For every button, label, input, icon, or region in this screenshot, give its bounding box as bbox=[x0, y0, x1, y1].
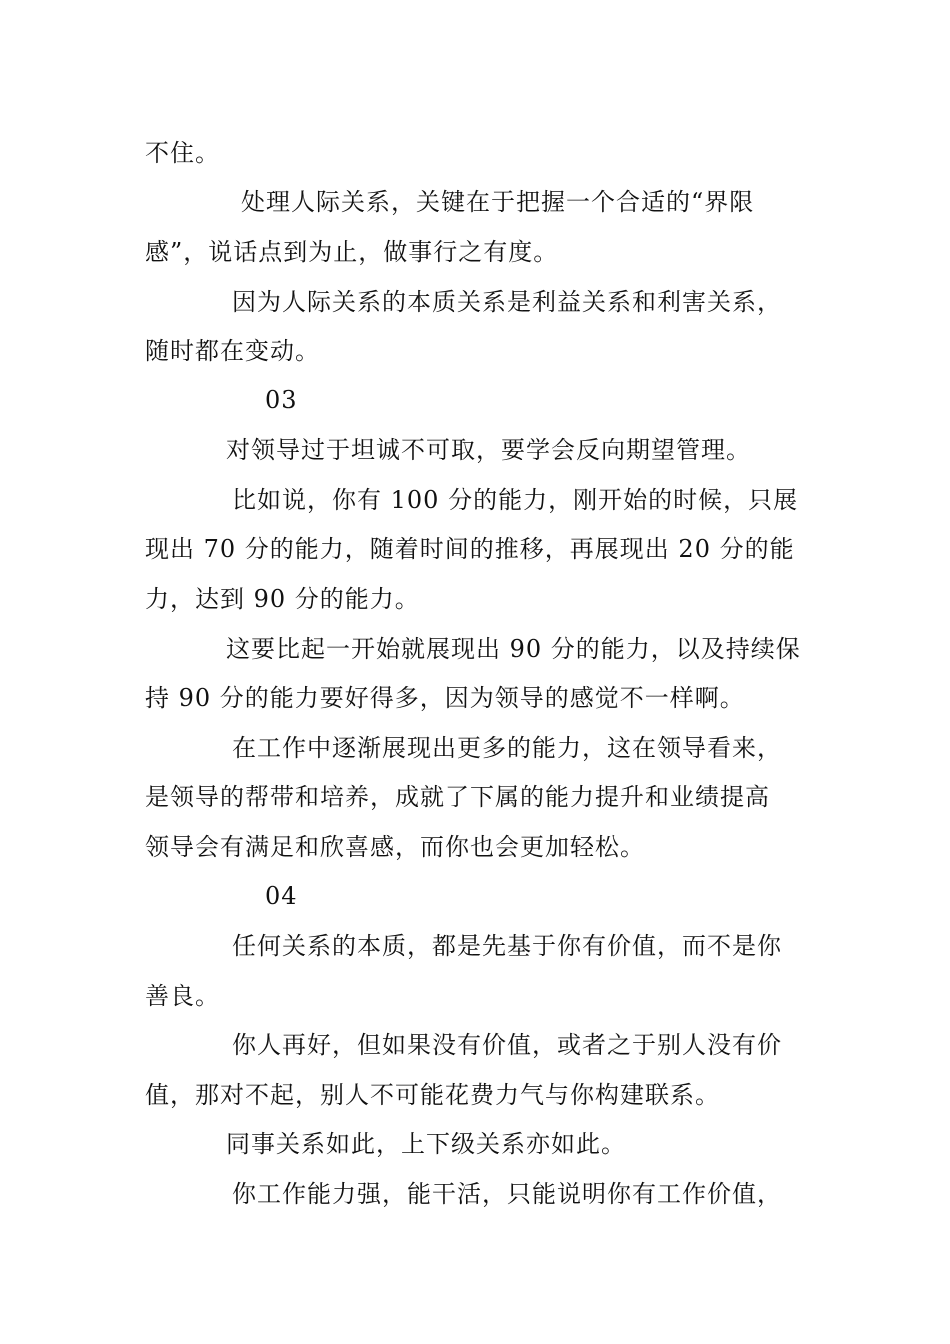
text-line: 比如说，你有 100 分的能力，刚开始的时候，只展 bbox=[232, 486, 799, 514]
text-line: 这要比起一开始就展现出 90 分的能力，以及持续保 bbox=[226, 635, 801, 663]
text-line: 因为人际关系的本质关系是利益关系和利害关系， bbox=[232, 288, 782, 316]
text-line: 处理人际关系，关键在于把握一个合适的“界限 bbox=[241, 188, 755, 216]
text-line: 随时都在变动。 bbox=[145, 337, 320, 365]
text-line: 力，达到 90 分的能力。 bbox=[145, 585, 420, 613]
text-line: 对领导过于坦诚不可取，要学会反向期望管理。 bbox=[226, 436, 751, 464]
text-line: 领导会有满足和欣喜感，而你也会更加轻松。 bbox=[145, 833, 645, 861]
section-number: 04 bbox=[265, 882, 298, 910]
text-line: 善良。 bbox=[145, 982, 220, 1010]
text-line: 感”，说话点到为止，做事行之有度。 bbox=[145, 238, 559, 266]
text-line: 在工作中逐渐展现出更多的能力，这在领导看来， bbox=[232, 734, 782, 762]
text-line: 任何关系的本质，都是先基于你有价值，而不是你 bbox=[232, 932, 782, 960]
text-line: 是领导的帮带和培养，成就了下属的能力提升和业绩提高 bbox=[145, 783, 770, 811]
text-line: 值，那对不起，别人不可能花费力气与你构建联系。 bbox=[145, 1081, 720, 1109]
section-number: 03 bbox=[265, 386, 298, 414]
text-line: 不住。 bbox=[145, 139, 220, 167]
text-line: 你人再好，但如果没有价值，或者之于别人没有价 bbox=[232, 1031, 782, 1059]
text-line: 你工作能力强，能干活，只能说明你有工作价值， bbox=[232, 1180, 782, 1208]
text-line: 现出 70 分的能力，随着时间的推移，再展现出 20 分的能 bbox=[145, 535, 795, 563]
text-line: 持 90 分的能力要好得多，因为领导的感觉不一样啊。 bbox=[145, 684, 745, 712]
text-line: 同事关系如此，上下级关系亦如此。 bbox=[226, 1130, 626, 1158]
